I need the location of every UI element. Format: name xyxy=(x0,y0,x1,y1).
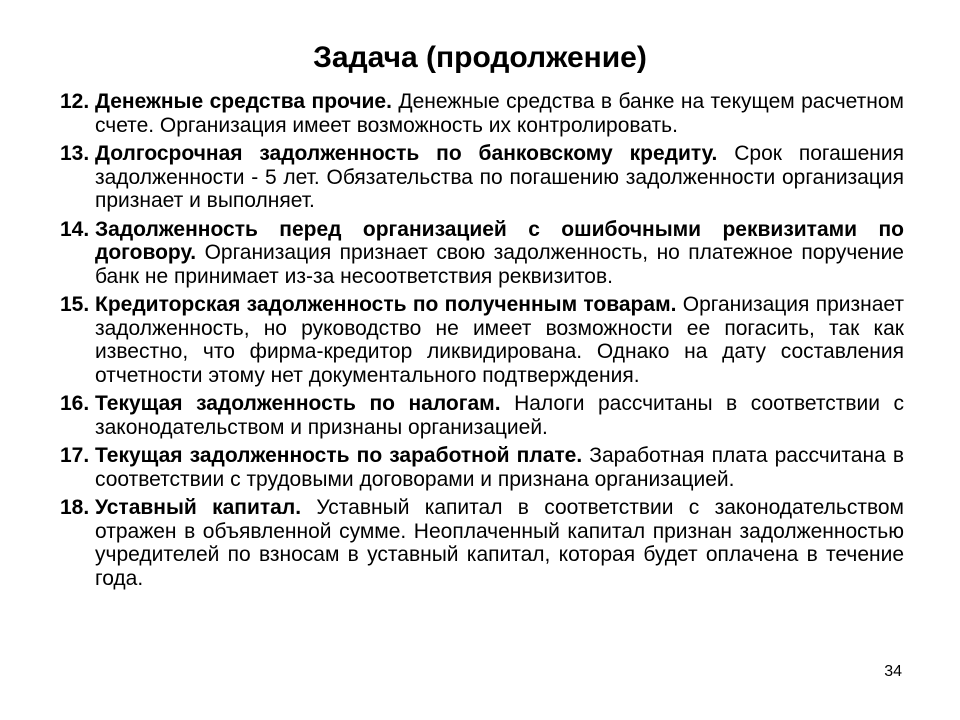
item-content xyxy=(95,392,904,439)
item-number: 15. xyxy=(60,293,90,316)
item-content xyxy=(95,293,904,387)
item-text: Заработная плата рассчитана в соответствии с трудовыми договорами и признана организацией. xyxy=(95,444,905,491)
list-item-12 xyxy=(60,90,904,137)
item-content xyxy=(95,444,904,491)
list-item-18 xyxy=(60,496,904,590)
item-content xyxy=(95,90,904,137)
item-heading: Задолженность перед организацией с ошибочными реквизитами по договору. xyxy=(95,217,904,264)
item-content xyxy=(95,496,904,590)
item-heading: Текущая задолженность по налогам. xyxy=(95,392,501,415)
item-content xyxy=(95,218,904,289)
list-item-14 xyxy=(60,218,904,289)
item-number: 14. xyxy=(60,217,90,241)
list-item-17 xyxy=(60,444,904,491)
list-item-15 xyxy=(60,293,904,387)
item-text: Организация признает задолженность, но руководство не имеет возможности ее погасить, так как известно, что фирма-кредитор ликвидирована. Однако на дату составления отчетности этому нет документального подтверждения. xyxy=(95,293,904,387)
item-number: 12. xyxy=(60,90,90,113)
item-text: Денежные средства в банке на текущем расчетном счете. Организация имеет возможность их контролировать. xyxy=(95,90,904,137)
item-number: 17. xyxy=(60,444,90,467)
item-heading: Кредиторская задолженность по полученным товарам. xyxy=(95,293,677,316)
item-text: Уставный капитал в соответствии с законодательством отражен в объявленной сумме. Неоплаченный капитал признан задолженностью учредителей по взносам в уставный капитал, которая будет оплачена в течение года. xyxy=(95,496,904,590)
list-item-13 xyxy=(60,142,904,213)
item-heading: Текущая задолженность по заработной плате. xyxy=(95,444,583,467)
item-heading: Долгосрочная задолженность по банковскому кредиту. xyxy=(95,142,718,165)
item-number: 16. xyxy=(60,392,90,415)
item-number: 18. xyxy=(60,496,90,519)
list-item-16 xyxy=(60,392,904,439)
page-number: 34 xyxy=(884,663,902,680)
item-text: Организация признает свою задолженность, но платежное поручение банк не принимает из-за несоответствия реквизитов. xyxy=(95,241,904,288)
task-item-list xyxy=(60,90,904,595)
item-text: Налоги рассчитаны в соответствии с законодательством и признаны организацией. xyxy=(95,392,904,439)
slide-title: Задача (продолжение) xyxy=(313,41,647,74)
item-number: 13. xyxy=(60,142,90,165)
item-heading: Денежные средства прочие. xyxy=(95,90,392,113)
item-text: Срок погашения задолженности - 5 лет. Обязательства по погашению задолженности организация признает и выполняет. xyxy=(95,142,904,212)
item-heading: Уставный капитал. xyxy=(95,496,302,519)
item-content xyxy=(95,142,904,213)
